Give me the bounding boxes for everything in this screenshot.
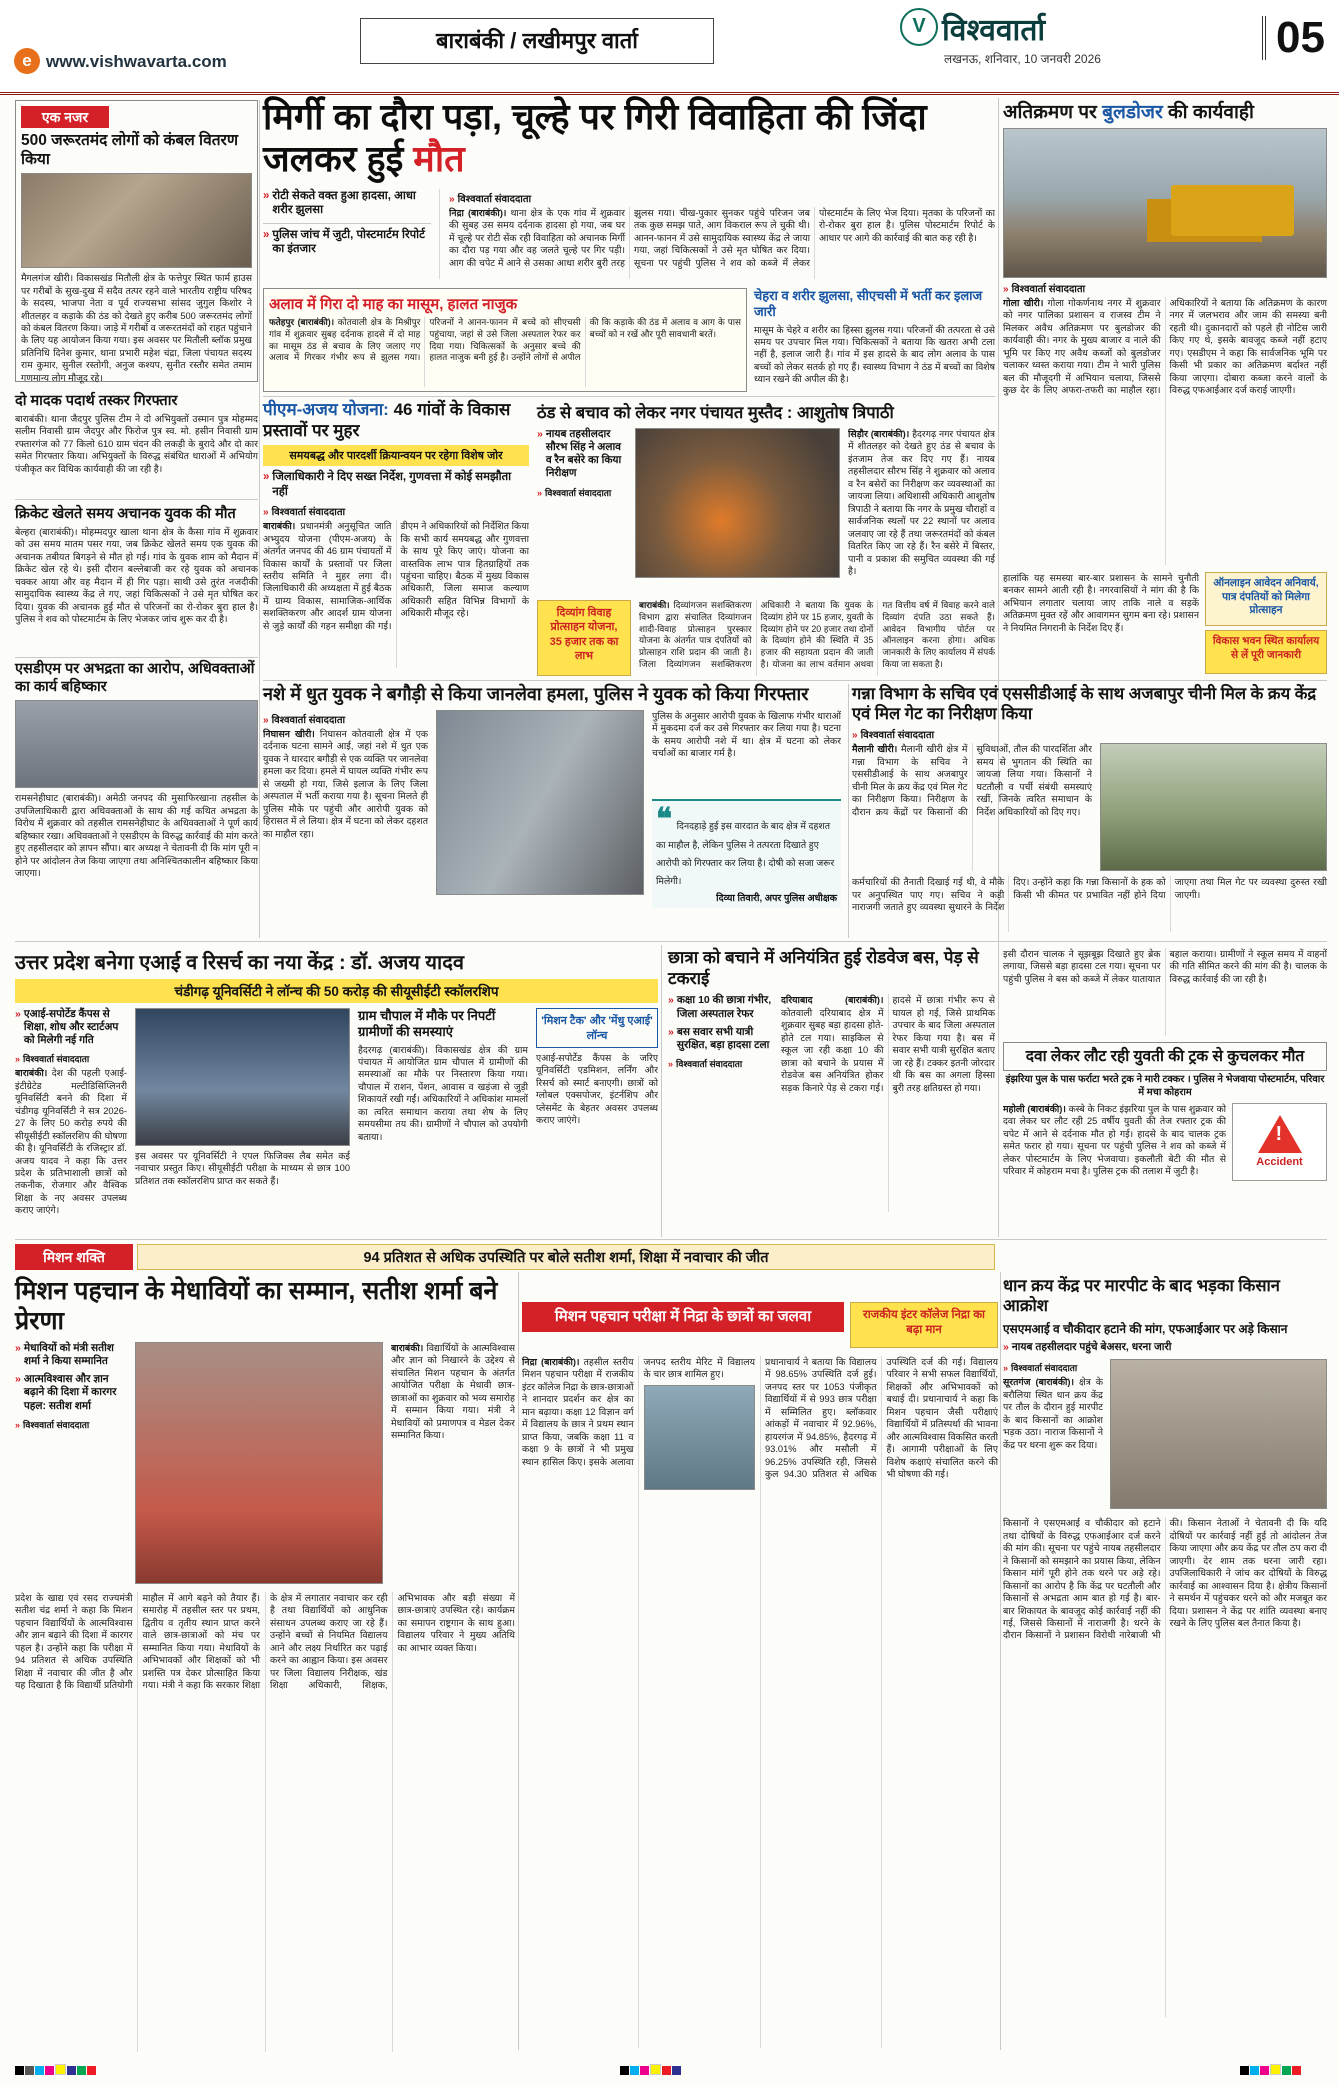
divyang-scheme-box: दिव्यांग विवाह प्रोत्साहन योजना, 35 हजार तक का लाभ [537, 600, 631, 676]
body-text: प्रधानमंत्री अनुसूचित जाति अभ्युदय योजना (पीएम-अजय) के अंतर्गत जनपद की 46 ग्राम पंचायतों में विकास कार्यों के प्रस्तावों पर जिला स्तरीय समिति ने मुहर लगा दी। जिलाधिकारी की अध्यक्षता में हुई बैठक में ग्राम्य विकास, सामाजिक-आर्थिक सशक्तिकरण और आदर्श ग्राम योजना से जुड़े कार्यों की गहन समीक्षा की गई। डीएम ने अधिकारियों को निर्देशित किया कि सभी कार्य समयबद्ध और गुणवत्ता के साथ पूरे किए जाएं। योजना का वास्तविक लाभ पात्र हितग्राहियों तक पहुंचना चाहिए। बैठक में मुख्य विकास अधिकारी, जिला समाज कल्याण अधिकारी सहित विभिन्न विभागों के अधिकारी मौजूद रहे। [263, 521, 529, 631]
article-thand [537, 400, 995, 596]
article-cricket [15, 503, 258, 655]
launch-box-title: 'मिशन टैक' और 'मेंधु एआई' लॉन्च [541, 1015, 653, 1042]
photo-sugarcane-inspection [1100, 743, 1327, 871]
byline [537, 486, 627, 499]
double-chevron-icon: » [15, 1419, 21, 1430]
article-bulldozer-continued: हालांकि यह समस्या बार-बार प्रशासन के सामने चुनौती बनकर सामने आती रही है। नगरवासियों ने मांग की है कि अभियान लगातार चलाया जाए ताकि नाले व सड़कें अतिक्रमण मुक्त रहें और आवागमन सुगम बना रहे। प्रशासन ने नियमित निगरानी के निर्देश दिए हैं। [1003, 573, 1199, 633]
double-chevron-icon: » [668, 994, 674, 1007]
headline-text: अतिक्रमण पर [1003, 102, 1103, 123]
article-headline: छात्रा को बचाने में अनियंत्रित हुई रोडवेज बस, पेड़ से टकराई [668, 948, 979, 988]
article-dawa [1003, 1042, 1327, 1237]
dateline: फतेहपुर (बाराबंकी)। [269, 317, 335, 327]
article-headline [263, 400, 529, 441]
body-text: कोतवाली क्षेत्र के मिश्रीपुर गांव में शुक्रवार सुबह दर्दनाक हादसे में दो माह का मासूम ठंड से बचाव के लिए जलाए गए अलाव में गिरकर गंभीर रूप से झुलस गया। परिजनों ने आनन-फानन में बच्चे को सीएचसी पहुंचाया, जहां से उसे जिला अस्पताल रेफर कर दिया गया। चिकित्सकों के अनुसार बच्चे की हालत नाजुक बनी हुई है। उन्होंने लोगों से अपील की कि कड़ाके की ठंड में अलाव व आग के पास बच्चों को न रखें और पूरी सावधानी बरतें। [269, 317, 741, 363]
double-chevron-icon: » [1003, 1341, 1009, 1354]
launch-box-body: एआई-सपोर्टेड कैंपस के जरिए यूनिवर्सिटी एडमिशन, लर्निंग और रिसर्च को स्मार्ट बनाएगी। छात्रों को ग्लोबल एक्सपोजर, इंटर्नशिप और प्लेसमेंट के बेहतर अवसर उपलब्ध कराए जाएंगे। [536, 1053, 658, 1126]
byline [263, 712, 428, 726]
article-headline: दो मादक पदार्थ तस्कर गिरफ्तार [15, 393, 178, 409]
article-body [269, 317, 741, 387]
article-divyang-body [639, 600, 995, 676]
vertical-rule [848, 684, 849, 938]
eknajar-label: एक नजर [21, 106, 109, 128]
byline-text: विश्ववार्ता संवाददाता [860, 730, 935, 742]
photo-students [644, 1385, 756, 1490]
article-eknajar [15, 100, 258, 382]
body-text: तहसील स्तरीय मिशन पहचान परीक्षा में राजकीय इंटर कॉलेज निद्रा के छात्र-छात्राओं ने शानदार प्रदर्शन कर क्षेत्र का मान बढ़ाया। कक्षा 12 विज्ञान वर्ग में विद्यालय के छात्र ने प्रथम स्थान प्राप्त किया, जबकि कक्षा 11 व कक्षा 9 के छात्रों ने भी प्रमुख स्थान हासिल किए। इसके अलावा जनपद स्तरीय मेरिट में विद्यालय के चार छात्र शामिल हुए। [522, 1357, 755, 1467]
article-body [852, 743, 1092, 871]
subhead [263, 470, 529, 499]
article-body: बाराबंकी। थाना जैदपुर पुलिस टीम ने दो अभियुक्तों उस्मान पुत्र मोहम्मद सलीम निवासी ग्राम जैदपुर और फिरोज पुत्र स्व. मो. हसीन निवासी ग्राम रफ्तारगंज को 77 किलो 610 ग्राम चंदन की लकड़ी के बुरादे और दो कार समेत गिरफ्तार किया। अभियुक्तों के विरुद्ध संबंधित धाराओं में अभियोग पंजीकृत कर विधिक कार्यवाही की जा रही है। [15, 414, 258, 474]
byline-text: विश्ववार्ता संवाददाता [23, 1054, 90, 1065]
horizontal-rule [263, 396, 995, 397]
subhead-text: पुलिस जांच में जुटी, पोस्टमार्टम रिपोर्ट का इंतजार [272, 228, 425, 256]
subhead-text: जिलाधिकारी ने दिए सख्त निर्देश, गुणवत्ता में कोई समझौता नहीं [272, 471, 512, 498]
article-subhead: एसएमआई व चौकीदार हटाने की मांग, एफआईआर पर अड़े किसान [1003, 1322, 1288, 1337]
horizontal-rule [15, 1239, 1327, 1240]
article-headline: गन्ना विभाग के सचिव एवं एससीडीआई के साथ अजबापुर चीनी मिल के क्रय केंद्र एवं मिल गेट का निरीक्षण किया [852, 685, 1317, 724]
main-headline-text: मिर्गी का दौरा पड़ा, चूल्हे पर गिरी विवाहिता की जिंदा जलकर हुई [263, 96, 927, 180]
byline [1003, 1361, 1103, 1374]
horizontal-rule [15, 657, 258, 658]
article-sdm [15, 661, 258, 939]
dateline: बाराबंकी। [263, 521, 296, 532]
dateline: सूरतगंज (बाराबंकी)। [1003, 1377, 1075, 1388]
article-ganna [852, 684, 1327, 938]
byline-text: विश्ववार्ता संवाददाता [545, 487, 612, 498]
dateline: दरियाबाद (बाराबंकी)। [781, 995, 884, 1006]
byline-text: विश्ववार्ता संवाददाता [676, 1058, 743, 1069]
vertical-rule [518, 1272, 519, 2050]
quote-icon: ❝ [656, 802, 673, 836]
bulldozer-shape [1171, 185, 1293, 235]
article-nashe [263, 684, 841, 938]
byline [449, 191, 995, 205]
article-headline: अलाव में गिरा दो माह का मासूम, हालत नाजुक [269, 296, 518, 313]
accident-sign-text: Accident [1256, 1156, 1303, 1169]
dateline: महोली (बाराबंकी)। [1003, 1103, 1066, 1114]
article-body-under-photo: इस अवसर पर यूनिवर्सिटी ने एपल फिजिक्स लैब समेत कई नवाचार प्रस्तुत किए। सीयूसीईटी परीक्षा के माध्यम से छात्र 100 प्रतिशत तक स्कॉलरशिप प्राप्त कर सकते हैं। [135, 1151, 350, 1186]
dateline: निद्रा (बाराबंकी)। [522, 1357, 580, 1367]
article-alav [263, 288, 747, 392]
double-chevron-icon: » [668, 1058, 674, 1069]
article-body [1003, 297, 1327, 565]
article-body-side [391, 1342, 515, 1584]
body-text: थाना क्षेत्र के एक गांव में शुक्रवार की सुबह उस समय दर्दनाक हादसा हो गया, जब घर में चूल्हे पर रोटी सेंक रही विवाहिता को अचानक मिर्गी का दौरा पड़ गया और वह जलते चूल्हे पर गिर पड़ी। आग की चपेट में आने से उसका आधा शरीर बुरी तरह झुलस गया। चीख-पुकार सुनकर पहुंचे परिजन जब तक कुछ समझ पाते, आग विकराल रूप ले चुकी थी। आनन-फानन में उसे सामुदायिक स्वास्थ्य केंद्र ले जाया गया, जहां चिकित्सकों ने उसे मृत घोषित कर दिया। सूचना पर पहुंची पुलिस ने शव को कब्जे में लेकर पोस्टमार्टम के लिए भेज दिया। मृतका के परिजनों का रो-रोकर बुरा हाल है। पुलिस पोस्टमार्टम रिपोर्ट के आधार पर आगे की कार्रवाई की बात कह रही है। [449, 207, 995, 268]
double-chevron-icon: » [1003, 284, 1009, 295]
dateline: निद्रा (बाराबंकी)। [449, 207, 507, 218]
double-chevron-icon: » [852, 730, 858, 742]
body-text: कस्बे के निकट इंझरिया पुल के पास शुक्रवार को दवा लेकर घर लौट रही 25 वर्षीय युवती की तेज रफ्तार ट्रक की चपेट में आने से दर्दनाक मौत हो गई। हादसे के बाद चालक ट्रक समेत फरार हो गया। सूचना पर पहुंची पुलिस ने शव को कब्जे में लेकर पोस्टमार्टम के लिए भेजवाया। इकलौती बेटी की मौत से परिवार में कोहराम मचा है। पुलिस ट्रक की तलाश में जुटी है। [1003, 1103, 1226, 1177]
mission-shakti-label: मिशन शक्ति [15, 1244, 133, 1270]
photo-lawyers-protest [15, 700, 258, 788]
subhead [15, 1008, 127, 1047]
article-body [1003, 1103, 1226, 1223]
dateline: बाराबंकी। [391, 1343, 424, 1353]
highlight-band: चंडीगढ़ यूनिवर्सिटी ने लॉन्च की 50 करोड़ की सीयूसीईटी स्कॉलरशिप [15, 979, 658, 1003]
photo-award-ceremony [135, 1342, 383, 1584]
subhead-1 [15, 1342, 127, 1368]
double-chevron-icon: » [537, 487, 543, 498]
horizontal-rule [263, 680, 1327, 681]
pull-quote [652, 799, 841, 908]
article-headline: दवा लेकर लौट रही युवती की ट्रक से कुचलकर मौत [1003, 1042, 1327, 1071]
article-mission [15, 1276, 515, 2048]
page-number: 05 [1262, 16, 1325, 60]
article-headline: मिशन पहचान के मेधावियों का सम्मान, सतीश शर्मा बने प्रेरणा [15, 1277, 498, 1335]
dateline: मैलानी खीरी। [852, 744, 898, 755]
body-text: प्रधानाचार्य ने बताया कि विद्यालय में 98.65% उपस्थिति दर्ज हुई। जनपद स्तर पर 1053 पंजीकृत विद्यार्थियों में से 993 छात्र परीक्षा में सम्मिलित हुए। ब्लॉकवार आंकड़ों में नवाचार में 92.96%, हायरगंज में 94.85%, हैदरगढ़ में 93.01% और मसौली में 96.25% उपस्थिति रही, जिससे कुल 94.30 प्रतिशत से अधिक उपस्थिति दर्ज की गई। विद्यालय परिवार ने सभी सफल विद्यार्थियों, शिक्षकों और अभिभावकों को बधाई दी। प्रधानाचार्य ने कहा कि मिशन पहचान जैसी परीक्षाएं विद्यार्थियों में प्रतिस्पर्धा की भावना और आत्मविश्वास विकसित करती हैं। आगामी परीक्षाओं के लिए विशेष कक्षाएं संचालित करने की भी घोषणा की गई। [765, 1357, 998, 1480]
print-color-bar [620, 2062, 682, 2080]
body-text: हैदरगढ़ नगर पंचायत क्षेत्र में शीतलहर को देखते हुए ठंड से बचाव के इंतजाम तेज कर दिए गए हैं। नायब तहसीलदार सौरभ सिंह ने शुक्रवार को अलाव व रैन बसेरों का निरीक्षण कर व्यवस्थाओं का जायजा लिया। अधिशासी अधिकारी आशुतोष त्रिपाठी ने बताया कि नगर के प्रमुख चौराहों व सार्वजनिक स्थलों पर 22 स्थानों पर अलाव जलवाए जा रहे हैं तथा जरूरतमंदों को कंबल वितरित किए जा रहे हैं। रैन बसेरे में बिस्तर, पानी व प्रकाश की समुचित व्यवस्था की गई है। [848, 429, 995, 576]
article-pm-ajay [263, 400, 529, 668]
body-text: निघासन कोतवाली क्षेत्र में एक दर्दनाक घटना सामने आई, जहां नशे में धुत एक युवक ने धारदार बगौड़ी से एक व्यक्ति पर जानलेवा हमला कर दिया। हमले में घायल व्यक्ति गंभीर रूप से जख्मी हो गया, जिसे इलाज के लिए जिला अस्पताल में भर्ती कराया गया है। सूचना मिलते ही पुलिस मौके पर पहुंची और आरोपी युवक को हिरासत में ले लिया। क्षेत्र में घटना को लेकर दहशत का माहौल रहा। [263, 728, 428, 839]
double-chevron-icon: » [263, 507, 269, 519]
body-text: क्षेत्र के बरौलिया स्थित धान क्रय केंद्र पर तौल के दौरान हुई मारपीट के बाद किसानों का आक्रोश भड़क उठा। नाराज किसानों ने केंद्र पर धरना शुरू कर दिया। [1003, 1377, 1103, 1450]
body-text: देश की पहली एआई-इंटीग्रेटेड मल्टीडिसिप्लिनरी यूनिवर्सिटी बनने की दिशा में चंडीगढ़ यूनिवर्सिटी ने सत्र 2026-27 के लिए 50 करोड़ रुपये की सीयूसीईटी स्कॉलरशिप की घोषणा की है। यूनिवर्सिटी के रजिस्ट्रार डॉ. अजय यादव ने कहा कि उत्तर प्रदेश के प्रतिभाशाली छात्रों को तकनीक, रोजगार और वैश्विक शिक्षा के नए अवसर उपलब्ध कराए जाएंगे। [15, 1068, 127, 1216]
section-masthead: बाराबंकी / लखीमपुर वार्ता [360, 18, 714, 64]
double-chevron-icon: » [263, 189, 270, 202]
main-headline-accent: मौत [413, 138, 465, 180]
byline [1003, 281, 1327, 295]
horizontal-rule [15, 499, 258, 500]
body-text: मैलानी खीरी क्षेत्र में गन्ना विभाग के सचिव ने एससीडीआई के साथ अजबापुर चीनी मिल के क्रय केंद्र एवं मिल गेट का निरीक्षण किया। निरीक्षण के दौरान क्रय केंद्रों पर किसानों की सुविधाओं, तौल की पारदर्शिता और समय से भुगतान की स्थिति का जायजा लिया गया। किसानों ने घटतौली व पर्ची संबंधी समस्याएं रखीं, जिनके त्वरित समाधान के निर्देश अधिकारियों को दिए गए। [852, 744, 1092, 817]
subhead-bullet [1003, 1341, 1327, 1354]
byline [15, 1418, 127, 1431]
edition-line: लखनऊ, शनिवार, 10 जनवरी 2026 [944, 52, 1101, 66]
subhead-text: कक्षा 10 की छात्रा गंभीर, जिला अस्पताल रेफर [676, 994, 772, 1020]
vertical-rule [1000, 1272, 1001, 2050]
article-body-right: पुलिस के अनुसार आरोपी युवक के खिलाफ गंभीर धाराओं में मुकदमा दर्ज कर उसे गिरफ्तार कर लिया गया है। घटना के समय आरोपी नशे में था। क्षेत्र में घटना को लेकर चर्चाओं का बाजार गर्म है। [652, 710, 841, 759]
double-chevron-icon: » [15, 1008, 21, 1020]
subhead-text: रोटी सेकते वक्त हुआ हादसा, आधा शरीर झुलसा [272, 189, 416, 217]
body-text: गोला गोकर्णनाथ नगर में शुक्रवार को नगर पालिका प्रशासन व राजस्व टीम ने मिलकर अवैध अतिक्रमण पर बुलडोजर की कार्यवाही की। नगर के मुख्य बाजार व नाले की भूमि पर किए गए अवैध कब्जों को बुलडोजर चलाकर ध्वस्त कराया गया। टीम ने भारी पुलिस बल की मौजूदगी में अभियान चलाया, जिससे कुछ देर के लिए अफरा-तफरी का माहौल रहा। अधिकारियों ने बताया कि अतिक्रमण के कारण नगर में जलभराव और जाम की समस्या बनी रहती थी। दुकानदारों को पहले ही नोटिस जारी किए गए थे, इसके बावजूद कब्जे नहीं हटाए गए। एसडीएम ने कहा कि सार्वजनिक भूमि पर किसी भी प्रकार का अतिक्रमण बर्दाश्त नहीं किया जाएगा। दोबारा कब्जा करने वालों के विरुद्ध एफआईआर दर्ज कराई जाएगी। [1003, 298, 1327, 396]
double-chevron-icon: » [668, 1025, 674, 1038]
double-chevron-icon: » [15, 1054, 21, 1065]
article-bulldozer [1003, 98, 1327, 568]
subhead-text: नायब तहसीलदार पहुंचे बेअसर, धरना जारी [1011, 1341, 1172, 1354]
article-nidra-body [522, 1356, 998, 2048]
photo-farmers-dharna [1110, 1359, 1327, 1509]
article-chhatra-continued: इसी दौरान चालक ने सूझबूझ दिखाते हुए ब्रेक लगाया, जिससे बड़ा हादसा टल गया। सूचना पर पहुंची पुलिस ने बस को कब्जे में लेकर यातायात बहाल कराया। ग्रामीणों ने स्कूल समय में वाहनों की गति सीमित करने की मांग की है। चालक के विरुद्ध कार्रवाई की जा रही है। [1003, 949, 1327, 984]
article-body [449, 207, 995, 279]
mission-banner: 94 प्रतिशत से अधिक उपस्थिति पर बोले सतीश शर्मा, शिक्षा में नवाचार की जीत [137, 1244, 995, 1270]
article-body [263, 728, 428, 896]
subhead-2 [15, 1373, 127, 1412]
subhead-2 [263, 228, 431, 257]
highlight-band: समयबद्ध और पारदर्शी क्रियान्वयन पर रहेगा विशेष जोर [263, 445, 529, 466]
headline-accent: बुलडोजर [1102, 102, 1163, 123]
double-chevron-icon: » [15, 1342, 21, 1354]
double-chevron-icon: » [263, 471, 270, 484]
main-headline [263, 96, 995, 181]
body-text: कोतवाली दरियाबाद क्षेत्र में शुक्रवार सुबह बड़ा हादसा होते-होते टल गया। साइकिल से स्कूल जा रही कक्षा 10 की छात्रा को बचाने के प्रयास में रोडवेज बस अनियंत्रित होकर सड़क किनारे पेड़ से टकरा गई। हादसे में छात्रा गंभीर रूप से घायल हो गई, जिसे प्राथमिक उपचार के बाद जिला अस्पताल रेफर किया गया है। बस में सवार सभी यात्री सुरक्षित बताए जा रहे हैं। टक्कर इतनी जोरदार थी कि बस का अगला हिस्सा बुरी तरह क्षतिग्रस्त हो गया। [781, 995, 995, 1093]
subhead-text: मेधावियों को मंत्री सतीश शर्मा ने किया सम्मानित [23, 1342, 114, 1368]
article-body-side [1003, 1376, 1103, 1504]
subhead-text: एआई-सपोर्टेड कैंपस से शिक्षा, शोध और स्टार्टअप को मिलेगी नई गति [23, 1008, 119, 1047]
article-body [781, 994, 995, 1212]
body-text: विद्यार्थियों के आत्मविश्वास और ज्ञान को निखारने के उद्देश्य से संचालित मिशन पहचान के अंतर्गत आयोजित परीक्षा के मेधावी छात्र-छात्राओं का शुक्रवार को भव्य समारोह में सम्मान किया गया। मंत्री ने मेधावियों को प्रमाणपत्र व मेडल देकर सम्मानित किया। [391, 1343, 515, 1441]
dateline: बाराबंकी। [639, 600, 670, 610]
article-dhan [1003, 1276, 1327, 2048]
print-color-bar [1240, 2062, 1302, 2080]
double-chevron-icon: » [449, 193, 455, 205]
dateline: सिड़ौर (बाराबंकी)। [848, 429, 910, 439]
article-headline: नशे में धुत युवक ने बगौड़ी से किया जानलेवा हमला, पुलिस ने युवक को किया गिरफ्तार [263, 684, 809, 704]
subhead [537, 428, 627, 481]
subhead-1 [263, 189, 431, 218]
photo-crime-scene [436, 710, 644, 895]
headline-accent: पीएम-अजय योजना: [263, 400, 389, 419]
byline-text: विश्ववार्ता संवाददाता [1011, 1363, 1078, 1374]
byline-text: विश्ववार्ता संवाददाता [1011, 284, 1086, 295]
subhead-text: नायब तहसीलदार सौरभ सिंह ने अलाव व रैन बसेरे का किया निरीक्षण [545, 428, 622, 480]
dateline: गोला खीरी। [1003, 298, 1044, 308]
byline-text: विश्ववार्ता संवाददाता [271, 507, 346, 519]
online-apply-box: ऑनलाइन आवेदन अनिवार्य, पात्र दंपतियों को मिलेगा प्रोत्साहन [1205, 572, 1327, 626]
quote-attribution: दिव्या तिवारी, अपर पुलिस अधीक्षक [716, 892, 837, 904]
double-chevron-icon: » [1003, 1363, 1009, 1374]
article-headline: ठंड से बचाव को लेकर नगर पंचायत मुस्तैद : आशुतोष त्रिपाठी [537, 404, 894, 422]
warning-triangle-icon [1258, 1115, 1302, 1153]
photo-alav-inspection [635, 428, 840, 578]
article-body-bottom: कर्मचारियों की तैनाती दिखाई गई थी, वे मौके पर अनुपस्थित पाए गए। सचिव ने कड़ी नाराजगी जताते हुए व्यवस्था सुधारने के निर्देश दिए। उन्होंने कहा कि गन्ना किसानों के हक को किसी भी कीमत पर प्रभावित नहीं होने दिया जाएगा तथा मिल गेट पर व्यवस्था दुरुस्त रखी जाएगी। [852, 877, 1327, 913]
headline-text: 46 गांवों के विकास प्रस्तावों पर मुहर [263, 400, 511, 440]
article-subline: इंझरिया पुल के पास फर्राटा भरते ट्रक ने मारी टक्कर । पुलिस ने भेजवाया पोस्टमार्टम, परिवार में मचा कोहराम [1005, 1074, 1325, 1099]
article-headline: 500 जरूरतमंद लोगों को कंबल वितरण किया [21, 132, 239, 168]
vertical-rule [998, 98, 999, 1237]
article-body: मैगलगंज खीरी। विकासखंड मितौली क्षेत्र के फत्तेपुर स्थित फार्म हाउस पर गरीबों के सुख-दुख में सदैव तत्पर रहने वाले भारतीय राष्ट्रीय परिषद के सदस्य, भाजपा नेता व पूर्व राज्यसभा सांसद जुगुल किशोर ने शीतलहर व कड़ाके की ठंड को देखते हुए करीब 500 जरूरतमंद लोगों को कंबल वितरण किया। जाड़े में गरीबों व जरूरतमंदों को राहत पहुंचाने के लिए यह आयोजन किया गया। इस अवसर पर मितौली ब्लॉक प्रमुख प्रतिनिधि दिनेश कुमार, थाना प्रभारी महेश चंद्रा, जिला पंचायत सदस्य राम कुमार, सुनील रस्तोगी, अनुज कश्यप, सुनीत रस्तौर समेत तमाम गणमान्य लोग मौजूद रहे। [21, 273, 252, 383]
article-chehra [754, 288, 995, 392]
body-text: दिव्यांगजन सशक्तिकरण विभाग द्वारा संचालित दिव्यांगजन शादी-विवाह प्रोत्साहन पुरस्कार योजना के अंतर्गत पात्र दंपतियों को प्रोत्साहन राशि प्रदान की जाती है। जिला दिव्यांगजन सशक्तिकरण अधिकारी ने बताया कि युवक के दिव्यांग होने पर 15 हजार, युवती के दिव्यांग होने पर 20 हजार तथा दोनों के दिव्यांग होने की स्थिति में 35 हजार की सहायता प्रदान की जाती है। योजना का लाभ वर्तमान अथवा गत वित्तीय वर्ष में विवाह करने वाले दिव्यांग दंपति उठा सकते हैं। आवेदन विभागीय पोर्टल पर ऑनलाइन करना होगा। अधिक जानकारी के लिए कार्यालय में संपर्क किया जा सकता है। [639, 600, 995, 669]
article-body: मासूम के चेहरे व शरीर का हिस्सा झुलस गया। परिजनों की तत्परता से उसे समय पर उपचार मिल गया। चिकित्सकों ने बताया कि खतरा अभी टला नहीं है, इलाज जारी है। गांव में इस हादसे के बाद लोग अलाव के पास बच्चों को लेकर सतर्क हो गए हैं। स्वास्थ्य विभाग ने ठंड में बच्चों का विशेष ध्यान रखने की अपील की है। [754, 324, 995, 385]
vertical-rule [661, 945, 662, 1237]
page-header [0, 0, 1339, 95]
accident-sign [1232, 1103, 1327, 1181]
nidra-yellow-box: राजकीय इंटर कॉलेज निद्रा का बढ़ा मान [850, 1302, 998, 1348]
article-body-main: प्रदेश के खाद्य एवं रसद राज्यमंत्री सतीश चंद्र शर्मा ने कहा कि मिशन पहचान विद्यार्थियों के आत्मविश्वास और ज्ञान बढ़ाने की दिशा में कारगर पहल है। उन्होंने कहा कि परीक्षा में 94 प्रतिशत से अधिक उपस्थिति शिक्षा में नवाचार की जीत है और यह दिखाता है कि विद्यार्थी प्रतियोगी माहौल में आगे बढ़ने को तैयार हैं। समारोह में तहसील स्तर पर प्रथम, द्वितीय व तृतीय स्थान प्राप्त करने वाले छात्र-छात्राओं को मंच पर सम्मानित किया गया। मेधावियों के अभिभावकों और शिक्षकों को भी प्रशस्ति पत्र देकर प्रोत्साहित किया गया। मंत्री ने कहा कि सरकार शिक्षा के क्षेत्र में लगातार नवाचार कर रही है तथा विद्यार्थियों को आधुनिक संसाधन उपलब्ध कराए जा रहे हैं। उन्होंने बच्चों से नियमित विद्यालय आने और लक्ष्य निर्धारित कर पढ़ाई करने का आह्वान किया। इस अवसर पर जिला विद्यालय निरीक्षक, खंड शिक्षा अधिकारी, शिक्षक, अभिभावक और बड़ी संख्या में छात्र-छात्राएं उपस्थित रहे। कार्यक्रम का समापन राष्ट्रगान के साथ हुआ। विद्यालय परिवार ने मुख्य अतिथि का आभार व्यक्त किया। [15, 1593, 515, 1691]
subhead-2 [668, 1026, 773, 1052]
vikas-bhavan-box: विकास भवन स्थित कार्यालय से लें पूरी जानकारी [1205, 630, 1327, 674]
subhead-1 [668, 994, 773, 1020]
article-main-story [263, 96, 995, 282]
article-headline: धान क्रय केंद्र पर मारपीट के बाद भड़का किसान आक्रोश [1003, 1277, 1280, 1316]
photo-blanket-distribution [21, 173, 252, 268]
article-headline: एसडीएम पर अभद्रता का आरोप, अधिवक्ताओं का कार्य बहिष्कार [15, 661, 255, 695]
double-chevron-icon: » [263, 714, 269, 726]
article-headline: क्रिकेट खेलते समय अचानक युवक की मौत [15, 506, 236, 522]
byline-text: विश्ववार्ता संवाददाता [271, 714, 346, 726]
byline-text: विश्ववार्ता संवाददाता [457, 193, 532, 205]
byline [852, 727, 1327, 741]
article-headline [1003, 98, 1327, 124]
double-chevron-icon: » [263, 228, 270, 241]
website-url: www.vishwavarta.com [46, 52, 227, 71]
photo-university-launch [135, 1008, 350, 1146]
dateline: निघासन खीरी। [263, 728, 315, 739]
vertical-rule [259, 100, 260, 938]
sub-article-body: हैदरगढ़ (बाराबंकी)। विकासखंड क्षेत्र की ग्राम पंचायत में आयोजित ग्राम चौपाल में ग्रामीणों की समस्याओं का मौके पर निस्तारण किया गया। चौपाल में राशन, पेंशन, आवास व खड़ंजा से जुड़ी शिकायतें रखी गईं। अधिकारियों ने अधिकांश मामलों का त्वरित समाधान कराया तथा शेष के लिए समयसीमा तय की। ग्रामीणों ने चौपाल को उपयोगी बताया। [358, 1044, 528, 1142]
article-body [263, 520, 529, 668]
byline [668, 1057, 773, 1070]
vishwavarta-v-logo: V [900, 8, 938, 46]
vishwavarta-e-logo: e [14, 48, 40, 74]
photo-bulldozer-demolition [1003, 128, 1327, 278]
headline-text: की कार्यवाही [1162, 102, 1254, 123]
article-body [848, 428, 995, 578]
double-chevron-icon: » [537, 428, 543, 440]
launch-box [536, 1008, 658, 1048]
quote-text: दिनदहाड़े हुई इस वारदात के बाद क्षेत्र में दहशत का माहौल है, लेकिन पुलिस ने तत्परता दिखाते हुए आरोपी को गिरफ्तार कर लिया है। दोषी को सजा जरूर मिलेगी। [656, 820, 835, 886]
article-headline: उत्तर प्रदेश बनेगा एआई व रिसर्च का नया केंद्र : डॉ. अजय यादव [15, 952, 464, 974]
horizontal-rule [15, 941, 1327, 942]
article-body: रामसनेहीघाट (बाराबंकी)। अमेठी जनपद की मुसाफिरखाना तहसील के उपजिलाधिकारी द्वारा अधिवक्ताओं के साथ की गई कथित अभद्रता के विरोध में शुक्रवार को तहसील रामसनेहीघाट के अधिवक्ताओं ने पूर्ण कार्य बहिष्कार रखा। अधिवक्ताओं ने एसडीएम के विरुद्ध कार्रवाई की मांग करते हुए तहसीलदार को ज्ञापन सौंपा। बार अध्यक्ष ने चेतावनी दी कि मांग पूरी न होने पर आंदोलन तेज किया जाएगा तथा अनिश्चितकालीन बहिष्कार किया जाएगा। [15, 793, 258, 879]
subhead-text: आत्मविश्वास और ज्ञान बढ़ाने की दिशा में कारगर पहल: सतीश शर्मा [23, 1373, 117, 1412]
print-color-bar [15, 2062, 97, 2080]
byline-text: विश्ववार्ता संवाददाता [23, 1419, 90, 1430]
double-chevron-icon: » [15, 1373, 21, 1386]
article-chhatra [668, 948, 995, 1237]
article-headline: चेहरा व शरीर झुलसा, सीएचसी में भर्ती कर इलाज जारी [754, 288, 983, 320]
subhead-text: बस सवार सभी यात्री सुरक्षित, बड़ा हादसा टला [676, 1025, 770, 1051]
sub-article-headline: ग्राम चौपाल में मौके पर निपटीं ग्रामीणों की समस्याएं [358, 1008, 496, 1040]
article-nidra-headline: मिशन पहचान परीक्षा में निद्रा के छात्रों का जलवा [522, 1302, 844, 1332]
dateline: बाराबंकी। [15, 1068, 48, 1079]
byline [15, 1052, 127, 1065]
paper-name: विश्ववार्ता [942, 14, 1046, 47]
byline [263, 504, 529, 518]
article-up-ai [15, 948, 658, 1237]
article-body [15, 1067, 127, 1223]
article-madak [15, 390, 258, 496]
article-body: बेल्हरा (बाराबंकी)। मोहम्मदपुर खाला थाना क्षेत्र के कैसा गांव में शुक्रवार को उस समय मातम पसर गया, जब क्रिकेट खेलते समय एक युवक की अचानक तबीयत बिगड़ने से मौत हो गई। गांव के युवक शाम को मैदान में क्रिकेट खेल रहे थे। इसी दौरान बल्लेबाजी कर रहे युवक को अचानक चक्कर आया और वह मैदान में ही गिर पड़ा। साथी उसे तुरंत नजदीकी सामुदायिक स्वास्थ्य केंद्र ले गए, जहां चिकित्सकों ने उसे मृत घोषित कर दिया। युवक की अचानक हुई मौत से परिजनों का रो-रोकर बुरा हाल है। पुलिस ने शव को पोस्टमार्टम के लिए भेजकर जांच शुरू कर दी है। [15, 527, 258, 625]
article-body-main: किसानों ने एसएमआई व चौकीदार को हटाने तथा दोषियों के विरुद्ध एफआईआर दर्ज करने की मांग की। सूचना पर पहुंचे नायब तहसीलदार ने किसानों को समझाने का प्रयास किया, लेकिन किसान मांगें पूरी होने तक धरने पर अड़े रहे। किसानों का आरोप है कि केंद्र पर घटतौली और किसानों से अभद्रता आम बात हो गई है। बार-बार शिकायत के बावजूद कोई कार्रवाई नहीं की गई, जिससे किसानों में नाराजगी है। धरने के दौरान किसानों ने प्रशासन विरोधी नारेबाजी भी की। किसान नेताओं ने चेतावनी दी कि यदि दोषियों पर कार्रवाई नहीं हुई तो आंदोलन तेज किया जाएगा और क्रय केंद्र पर तौल ठप करा दी जाएगी। देर शाम तक धरना जारी रहा। उपजिलाधिकारी ने जांच कर दोषियों के विरुद्ध कार्रवाई का आश्वासन दिया है। क्षेत्रीय किसानों ने समर्थन में पहुंचकर धरने को और मजबूत कर दिया। प्रशासन ने केंद्र पर शांति व्यवस्था बनाए रखने के लिए पुलिस बल तैनात किया है। [1003, 1518, 1327, 1641]
